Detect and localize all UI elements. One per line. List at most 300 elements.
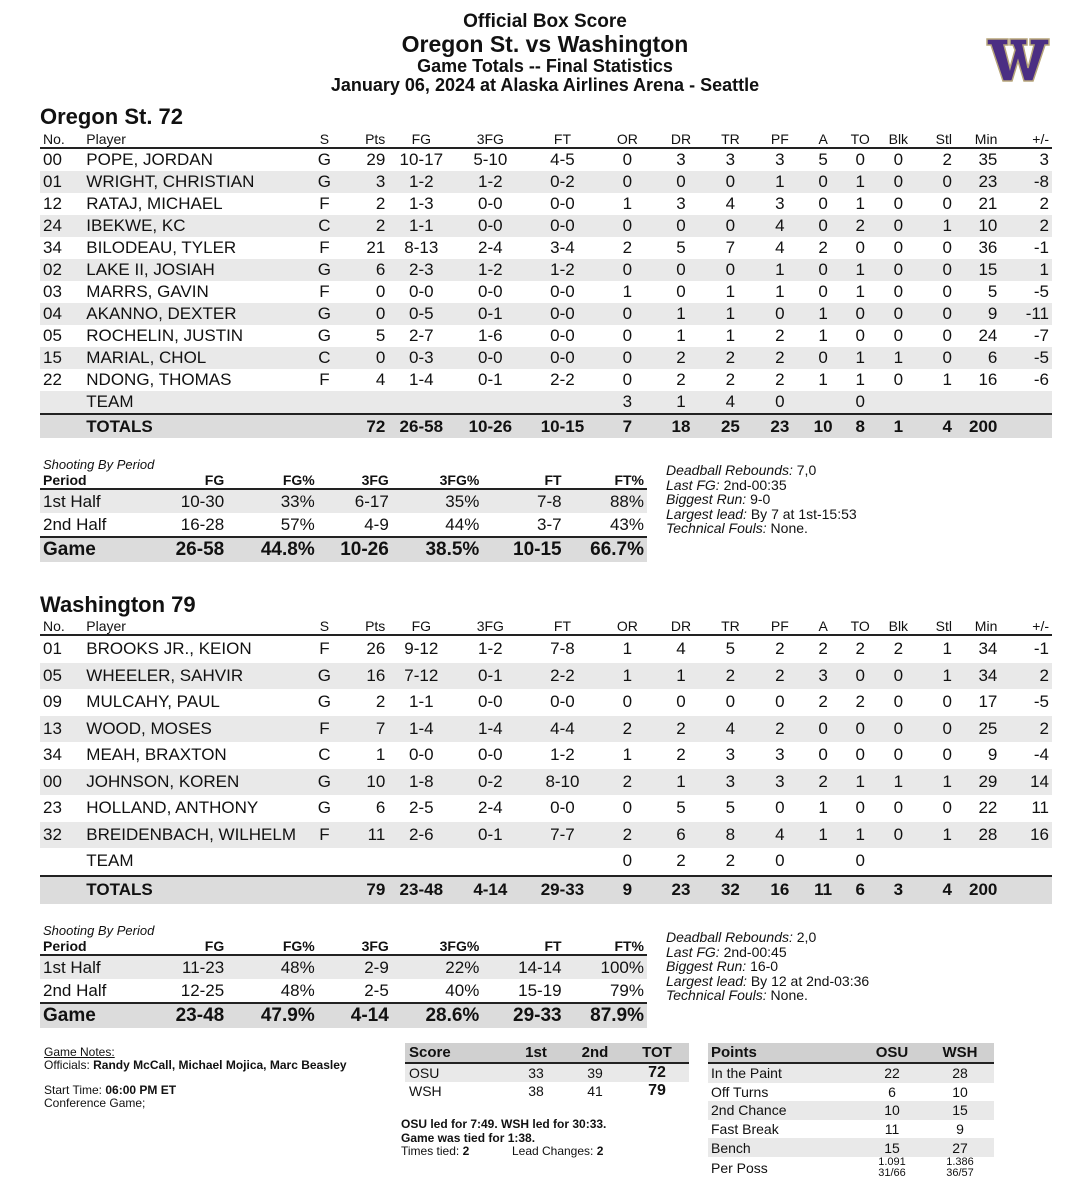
shooting-three-fg-pct: 35% [392, 489, 483, 513]
misc-stat-label: Deadball Rebounds: [666, 929, 793, 945]
points: 4 [375, 370, 386, 389]
points-wsh: 28 [926, 1063, 994, 1083]
total-rebounds: 2 [706, 663, 755, 690]
assists [805, 848, 842, 876]
free-throws: 7-8 [550, 639, 575, 659]
position: G [302, 663, 347, 690]
blocks: 0 [893, 194, 904, 213]
score-1st: 33 [507, 1063, 565, 1082]
shooting-col-fg: FG [153, 472, 227, 489]
shooting-fg: 10-30 [153, 489, 227, 513]
defensive-rebounds: 2 [656, 347, 705, 369]
shooting-game-period: Game [40, 537, 153, 562]
field-goals: 0-0 [409, 282, 434, 301]
player-name: MULCAHY, PAUL [86, 692, 220, 712]
assists [805, 391, 842, 414]
blocks: 0 [879, 663, 918, 690]
points-row [708, 1083, 994, 1102]
jersey-number: 22 [43, 370, 62, 389]
points-breakdown-table [708, 1043, 994, 1179]
misc-stat-line [666, 507, 857, 522]
offensive-rebounds: 0 [622, 692, 633, 712]
turnovers: 2 [855, 692, 865, 712]
offensive-rebounds: 0 [622, 150, 633, 169]
misc-stat-line [666, 492, 857, 507]
total-free-throws: 10-15 [526, 414, 598, 438]
misc-stat-line [666, 463, 857, 478]
player-name: MARIAL, CHOL [83, 347, 301, 369]
total-defensive-rebounds: 23 [656, 876, 705, 905]
minutes: 6 [955, 347, 1000, 369]
blocks: 1 [879, 347, 918, 369]
points-row [708, 1120, 994, 1139]
misc-stat-label: Biggest Run: [666, 958, 747, 975]
total-rebounds: 3 [706, 769, 755, 796]
shooting-game-three-fg: 10-26 [318, 537, 392, 562]
position: G [302, 259, 347, 281]
shooting-period: 2nd Half [43, 980, 107, 1000]
total-free-throws: 29-33 [526, 876, 598, 905]
plus-minus: -11 [1000, 303, 1052, 325]
totals-row [40, 876, 1052, 905]
personal-fouls: 2 [755, 663, 804, 690]
total-personal-fouls: 23 [755, 414, 804, 438]
turnovers: 1 [842, 769, 879, 796]
three-pointers: 1-6 [478, 326, 503, 345]
three-pointers: 0-0 [478, 745, 503, 765]
shooting-col-three-fg-pct: 3FG% [392, 472, 483, 489]
jersey-number [40, 848, 83, 876]
shooting-period-row [40, 513, 647, 537]
col-header-position: S [302, 617, 347, 635]
player-row [40, 716, 1052, 743]
steals: 0 [942, 326, 953, 345]
points-row [708, 1063, 994, 1083]
minutes: 10 [955, 215, 1000, 237]
col-header-three-pointers: 3FG [454, 130, 526, 148]
total-rebounds: 0 [706, 259, 755, 281]
blocks: 0 [893, 150, 904, 169]
offensive-rebounds: 2 [599, 822, 657, 849]
position: F [302, 716, 347, 743]
minutes: 5 [987, 282, 998, 301]
personal-fouls: 2 [755, 347, 804, 369]
total-rebounds: 8 [706, 822, 755, 849]
jersey-number: 13 [40, 716, 83, 743]
steals: 0 [942, 692, 953, 712]
total-offensive-rebounds: 9 [599, 876, 657, 905]
shooting-col-ft: FT [482, 938, 564, 955]
turnovers: 0 [842, 303, 879, 325]
player-row [40, 391, 1052, 414]
three-pointers: 0-0 [478, 692, 503, 712]
points-wsh: 10 [952, 1083, 968, 1100]
player-name: MEAH, BRAXTON [86, 745, 227, 765]
jersey-number: 00 [43, 150, 62, 169]
minutes: 9 [955, 303, 1000, 325]
assists: 1 [818, 326, 828, 345]
shooting-period-row [40, 955, 647, 979]
offensive-rebounds: 0 [599, 215, 657, 237]
total-plus-minus [1000, 876, 1052, 905]
minutes: 22 [978, 798, 998, 818]
points: 3 [347, 171, 388, 193]
points-wsh: 27 [926, 1138, 994, 1157]
assists: 1 [818, 798, 828, 818]
score-1st: 38 [528, 1083, 544, 1099]
total-defensive-rebounds: 18 [656, 414, 705, 438]
game-notes [44, 1046, 347, 1110]
shooting-fg-pct: 48% [227, 955, 318, 979]
jersey-number: 04 [40, 303, 83, 325]
points: 2 [375, 194, 386, 213]
col-header-blocks: Blk [879, 617, 918, 635]
points: 6 [375, 798, 386, 818]
misc-stat-label: Largest lead: [666, 505, 747, 522]
plus-minus: -4 [1033, 745, 1049, 765]
points: 7 [347, 716, 388, 743]
jersey-number: 05 [43, 326, 62, 345]
defensive-rebounds: 1 [656, 769, 705, 796]
assists: 1 [818, 370, 828, 389]
player-name: TEAM [83, 391, 301, 414]
misc-stat-value: 2nd-00:45 [723, 943, 787, 960]
shooting-game-fg: 26-58 [153, 537, 227, 562]
box-score-header-row [40, 130, 1052, 148]
player-name: MARRS, GAVIN [86, 282, 209, 301]
points-label: 2nd Chance [708, 1101, 858, 1120]
ties-changes-line [401, 1145, 606, 1159]
steals: 0 [918, 347, 955, 369]
field-goals: 0-0 [409, 745, 434, 765]
misc-stat-label: Last FG: [666, 943, 720, 960]
shooting-game-row [40, 1003, 647, 1028]
shooting-ft-pct: 43% [609, 514, 644, 534]
steals: 0 [918, 171, 955, 193]
offensive-rebounds: 1 [622, 639, 633, 659]
player-row [40, 259, 1052, 281]
report-type: Official Box Score [463, 11, 627, 32]
turnovers: 1 [842, 259, 879, 281]
points: 21 [366, 238, 386, 257]
total-jersey-number [40, 414, 83, 438]
total-rebounds: 4 [706, 391, 755, 414]
box-score-table-oregon-st [40, 130, 1052, 438]
blocks: 0 [879, 215, 918, 237]
points-osu: 6 [888, 1083, 896, 1100]
plus-minus: 1 [1000, 259, 1052, 281]
defensive-rebounds: 6 [656, 822, 705, 849]
minutes: 17 [978, 692, 998, 712]
field-goals: 7-12 [388, 663, 454, 690]
col-header-free-throws: FT [526, 617, 598, 635]
blocks: 0 [893, 745, 904, 765]
misc-stat-value: By 7 at 1st-15:53 [750, 505, 857, 522]
points-wsh: 15 [926, 1101, 994, 1120]
assists: 2 [818, 639, 828, 659]
lead-info [401, 1118, 606, 1159]
misc-stat-line [666, 521, 857, 536]
points: 11 [347, 822, 388, 849]
field-goals: 0-5 [388, 303, 454, 325]
col-header-field-goals: FG [388, 130, 454, 148]
total-points: 79 [347, 876, 388, 905]
player-name: AKANNO, DEXTER [83, 303, 301, 325]
misc-stat-label: Technical Fouls: [666, 987, 767, 1004]
total-rebounds: 5 [725, 798, 736, 818]
turnovers: 1 [855, 282, 865, 301]
field-goals: 2-5 [409, 798, 434, 818]
field-goals: 2-3 [388, 259, 454, 281]
free-throws: 0-0 [550, 326, 575, 345]
jersey-number [40, 391, 83, 414]
team-misc-stats-washington [666, 930, 869, 1003]
misc-stat-line [666, 945, 869, 960]
jersey-number: 00 [40, 769, 83, 796]
total-rebounds: 1 [725, 282, 736, 301]
minutes: 36 [978, 238, 998, 257]
free-throws: 1-2 [526, 259, 598, 281]
defensive-rebounds: 5 [676, 238, 686, 257]
minutes [955, 391, 1000, 414]
defensive-rebounds: 0 [676, 282, 686, 301]
offensive-rebounds: 0 [622, 851, 633, 871]
defensive-rebounds: 0 [656, 171, 705, 193]
free-throws: 7-7 [526, 822, 598, 849]
points: 10 [347, 769, 388, 796]
position [302, 391, 347, 414]
report-header [0, 10, 1090, 94]
steals: 0 [942, 282, 953, 301]
shooting-ft: 3-7 [537, 514, 562, 534]
total-rebounds: 3 [725, 150, 736, 169]
officials-label: Officials: [44, 1058, 90, 1072]
shooting-col-ft-pct: FT% [565, 938, 647, 955]
player-name: TEAM [86, 851, 134, 871]
shooting-game-ft-pct: 87.9% [565, 1003, 647, 1028]
free-throws: 8-10 [526, 769, 598, 796]
player-name: WRIGHT, CHRISTIAN [83, 171, 301, 193]
shooting-caption: Shooting By Period [43, 457, 155, 472]
steals: 1 [918, 822, 955, 849]
field-goals: 9-12 [404, 639, 439, 659]
free-throws: 2-2 [550, 370, 575, 389]
steals [918, 848, 955, 876]
shooting-game-period: Game [40, 1003, 153, 1028]
jersey-number: 02 [40, 259, 83, 281]
assists: 1 [805, 822, 842, 849]
minutes: 21 [978, 194, 998, 213]
points-label: Bench [708, 1138, 858, 1157]
position: C [302, 215, 347, 237]
three-pointers [454, 391, 526, 414]
steals: 0 [918, 716, 955, 743]
shooting-game-fg-pct: 47.9% [227, 1003, 318, 1028]
shooting-fg: 16-28 [180, 514, 225, 534]
total-rebounds: 0 [725, 692, 736, 712]
points: 6 [347, 259, 388, 281]
start-time-value: 06:00 PM ET [105, 1083, 177, 1097]
player-row [40, 635, 1052, 663]
total-plus-minus [1000, 414, 1052, 438]
total-rebounds: 7 [725, 238, 736, 257]
defensive-rebounds: 0 [656, 215, 705, 237]
points-col-osu: OSU [858, 1043, 926, 1063]
steals: 0 [942, 745, 953, 765]
col-header-three-pointers: 3FG [454, 617, 526, 635]
player-name: IBEKWE, KC [83, 215, 301, 237]
three-pointers: 5-10 [473, 150, 508, 169]
total-player-name: TOTALS [83, 876, 301, 905]
offensive-rebounds: 0 [599, 303, 657, 325]
free-throws: 4-4 [526, 716, 598, 743]
col-header-minutes: Min [955, 617, 1000, 635]
free-throws: 0-2 [526, 171, 598, 193]
score-team: OSU [405, 1063, 507, 1082]
points: 26 [366, 639, 386, 659]
blocks: 0 [893, 326, 904, 345]
defensive-rebounds: 3 [676, 150, 686, 169]
player-row [40, 193, 1052, 215]
misc-stat-value: 7,0 [796, 462, 817, 478]
plus-minus: 2 [1000, 215, 1052, 237]
points: 0 [347, 303, 388, 325]
assists: 0 [805, 171, 842, 193]
three-pointers: 0-1 [478, 370, 503, 389]
personal-fouls: 0 [755, 303, 804, 325]
points-col-label: Points [708, 1043, 858, 1063]
three-pointers: 1-2 [454, 171, 526, 193]
shooting-game-fg: 23-48 [153, 1003, 227, 1028]
total-points: 72 [347, 414, 388, 438]
points-label: Per Poss [711, 1159, 768, 1176]
three-pointers: 0-0 [454, 215, 526, 237]
steals: 0 [918, 303, 955, 325]
turnovers: 1 [842, 347, 879, 369]
plus-minus [1000, 848, 1052, 876]
col-header-position: S [302, 130, 347, 148]
officials-line [44, 1059, 347, 1072]
assists: 0 [818, 194, 828, 213]
turnovers: 0 [855, 745, 865, 765]
shooting-col-period: Period [40, 472, 153, 489]
col-header-plus-minus: +/- [1000, 130, 1052, 148]
position: G [317, 798, 332, 818]
offensive-rebounds: 0 [599, 347, 657, 369]
col-header-free-throws: FT [526, 130, 598, 148]
shooting-col-fg-pct: FG% [227, 472, 318, 489]
shooting-game-three-fg: 4-14 [318, 1003, 392, 1028]
score-row-wsh [405, 1082, 689, 1100]
shooting-three-fg: 6-17 [318, 489, 392, 513]
player-row [40, 795, 1052, 822]
three-pointers: 0-1 [454, 303, 526, 325]
free-throws [526, 848, 598, 876]
three-pointers [454, 848, 526, 876]
shooting-period: 1st Half [40, 489, 153, 513]
steals: 2 [942, 150, 953, 169]
field-goals: 8-13 [404, 238, 439, 257]
total-steals: 4 [918, 414, 955, 438]
player-row [40, 347, 1052, 369]
col-header-plus-minus: +/- [1000, 617, 1052, 635]
minutes: 29 [955, 769, 1000, 796]
assists: 0 [818, 282, 828, 301]
plus-minus: 2 [1039, 194, 1049, 213]
plus-minus: 3 [1039, 150, 1049, 169]
field-goals: 1-4 [388, 716, 454, 743]
total-three-pointers: 10-26 [454, 414, 526, 438]
steals: 0 [918, 259, 955, 281]
steals: 1 [918, 215, 955, 237]
three-pointers: 0-1 [454, 822, 526, 849]
player-row [40, 369, 1052, 391]
total-blocks: 3 [879, 876, 918, 905]
field-goals: 2-6 [388, 822, 454, 849]
free-throws: 0-0 [550, 798, 575, 818]
lead-changes-value: 2 [596, 1144, 604, 1158]
assists: 2 [818, 238, 828, 257]
washington-w-logo-icon [986, 36, 1050, 84]
personal-fouls: 3 [775, 150, 785, 169]
player-row [40, 689, 1052, 716]
assists: 3 [805, 663, 842, 690]
personal-fouls: 3 [775, 194, 785, 213]
col-header-turnovers: TO [842, 617, 879, 635]
jersey-number: 34 [43, 238, 62, 257]
col-header-personal-fouls: PF [755, 130, 804, 148]
shooting-fg: 11-23 [153, 955, 227, 979]
defensive-rebounds: 5 [676, 798, 686, 818]
total-assists: 11 [805, 876, 842, 905]
three-pointers: 0-2 [454, 769, 526, 796]
shooting-period: 1st Half [40, 955, 153, 979]
total-three-pointers: 4-14 [454, 876, 526, 905]
turnovers: 0 [842, 391, 879, 414]
assists: 0 [818, 745, 828, 765]
shooting-game-three-fg-pct: 38.5% [392, 537, 483, 562]
defensive-rebounds: 2 [676, 851, 686, 871]
steals: 1 [942, 639, 953, 659]
position: F [319, 639, 330, 659]
player-name: RATAJ, MICHAEL [86, 194, 223, 213]
plus-minus: -7 [1033, 326, 1049, 345]
per-poss-wsh [926, 1157, 994, 1179]
three-pointers: 2-4 [478, 238, 503, 257]
minutes: 28 [955, 822, 1000, 849]
personal-fouls: 4 [755, 215, 804, 237]
totals-row [40, 414, 1052, 438]
shooting-caption-row [40, 923, 647, 938]
per-poss-osu [858, 1157, 926, 1179]
free-throws: 4-5 [550, 150, 575, 169]
minutes: 34 [978, 639, 998, 659]
total-rebounds: 1 [706, 303, 755, 325]
total-assists: 10 [805, 414, 842, 438]
three-pointers: 0-1 [454, 663, 526, 690]
lead-time-line: OSU led for 7:49. WSH led for 30:33. [401, 1117, 607, 1131]
player-name: WHEELER, SAHVIR [83, 663, 301, 690]
misc-stat-line [666, 959, 869, 974]
points-col-wsh: WSH [926, 1043, 994, 1063]
free-throws: 0-0 [526, 303, 598, 325]
free-throws: 0-0 [550, 194, 575, 213]
personal-fouls: 2 [775, 326, 785, 345]
plus-minus: -8 [1000, 171, 1052, 193]
player-name: NDONG, THOMAS [86, 370, 232, 389]
three-pointers: 1-2 [454, 259, 526, 281]
plus-minus: 11 [1031, 798, 1049, 818]
